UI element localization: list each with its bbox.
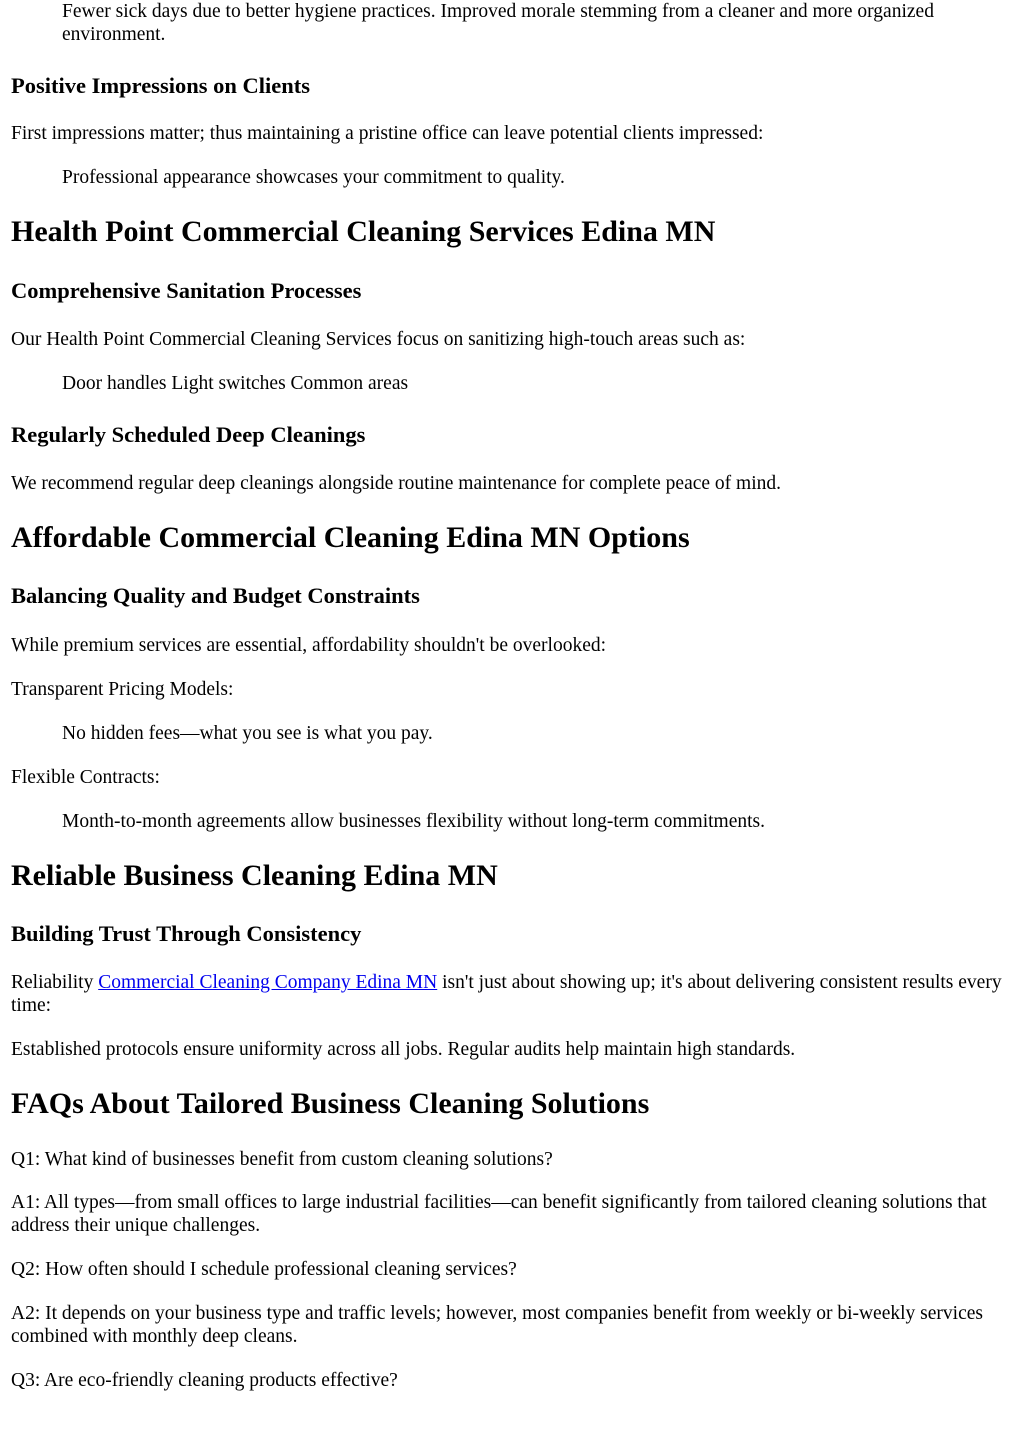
commercial-cleaning-company-link[interactable]: Commercial Cleaning Company Edina MN bbox=[98, 972, 438, 993]
paragraph-flexible-contracts: Flexible Contracts: bbox=[11, 767, 160, 788]
reliability-prefix: Reliability bbox=[11, 972, 99, 993]
paragraph-reliability bbox=[11, 971, 1013, 1017]
faq-question-2: Q2: How often should I schedule professional cleaning services? bbox=[11, 1259, 517, 1280]
paragraph-established-protocols: Established protocols ensure uniformity across all jobs. Regular audits help maintain high standards. bbox=[11, 1039, 796, 1060]
paragraph-our-services: Our Health Point Commercial Cleaning Services focus on sanitizing high-touch areas such as: bbox=[11, 329, 746, 350]
blockquote-no-hidden-fees: No hidden fees—what you see is what you pay. bbox=[62, 723, 433, 744]
heading-positive-impressions: Positive Impressions on Clients bbox=[11, 73, 310, 98]
paragraph-premium-services: While premium services are essential, affordability shouldn't be overlooked: bbox=[11, 635, 607, 656]
faq-question-3: Q3: Are eco-friendly cleaning products effective? bbox=[11, 1370, 398, 1391]
heading-deep-cleanings: Regularly Scheduled Deep Cleanings bbox=[11, 422, 366, 447]
blockquote-high-touch-areas: Door handles Light switches Common areas bbox=[62, 373, 409, 394]
heading-reliable-business: Reliable Business Cleaning Edina MN bbox=[11, 859, 498, 892]
heading-health-point: Health Point Commercial Cleaning Services Edina MN bbox=[11, 215, 716, 248]
paragraph-recommend: We recommend regular deep cleanings alongside routine maintenance for complete peace of mind. bbox=[11, 473, 781, 494]
heading-comprehensive-sanitation: Comprehensive Sanitation Processes bbox=[11, 278, 362, 303]
heading-faqs: FAQs About Tailored Business Cleaning Solutions bbox=[11, 1087, 650, 1120]
paragraph-transparent-pricing: Transparent Pricing Models: bbox=[11, 679, 234, 700]
heading-affordable: Affordable Commercial Cleaning Edina MN Options bbox=[11, 521, 690, 554]
reliability-suffix: isn't just about showing up; it's about delivering consistent results every time: bbox=[11, 972, 1002, 1016]
blockquote-professional: Professional appearance showcases your commitment to quality. bbox=[62, 167, 565, 188]
paragraph-first-impressions: First impressions matter; thus maintaining a pristine office can leave potential clients impressed: bbox=[11, 123, 764, 144]
faq-answer-1: A1: All types—from small offices to large industrial facilities—can benefit significantly from tailored cleaning solutions that address their unique challenges. bbox=[11, 1192, 987, 1236]
blockquote-month-to-month: Month-to-month agreements allow businesses flexibility without long-term commitments. bbox=[62, 811, 765, 832]
blockquote-hygiene: Fewer sick days due to better hygiene practices. Improved morale stemming from a cleaner and more organized environment. bbox=[62, 1, 934, 45]
faq-question-1: Q1: What kind of businesses benefit from custom cleaning solutions? bbox=[11, 1149, 553, 1170]
faq-answer-2: A2: It depends on your business type and traffic levels; however, most companies benefit from weekly or bi-weekly services combined with monthly deep cleans. bbox=[11, 1303, 983, 1347]
heading-building-trust: Building Trust Through Consistency bbox=[11, 921, 362, 946]
heading-balancing-quality: Balancing Quality and Budget Constraints bbox=[11, 583, 420, 608]
